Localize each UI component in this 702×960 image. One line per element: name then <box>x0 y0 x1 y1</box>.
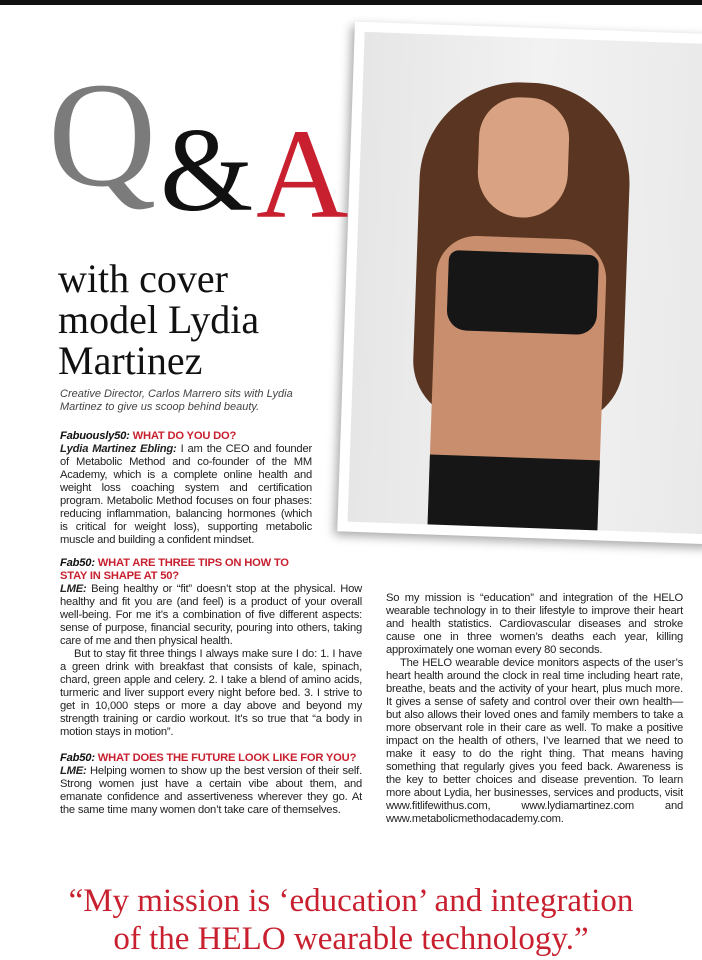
title-a-letter: A <box>256 103 349 245</box>
title-line: with cover <box>58 256 228 301</box>
pull-quote <box>0 882 702 958</box>
title-line: model Lydia <box>58 297 260 342</box>
asker: Fabuously50: <box>60 430 130 442</box>
answer-text: Helping women to show up the best version of their self. Strong women just have a certain vibe about them, and emanate confidence and assertiveness wherever they go. At the same time many women don’t take care of themselves. <box>60 765 362 816</box>
right-column <box>386 592 683 826</box>
answer <box>60 765 362 817</box>
question <box>60 430 312 443</box>
question <box>60 557 310 583</box>
pull-quote-line: “My mission is ‘education’ and integration <box>68 883 634 919</box>
asker: Fab50: <box>60 557 95 569</box>
answer-text: I am the CEO and founder of Metabolic Method and co-founder of the MM Academy, which is a complete online health and weight loss coaching system and certification program. Metabolic Method focuses on four phases: reducing inflammation, balancing hormones (which is critical for weight loss), supporting metabolic muscle and building a confident mindset. <box>60 443 312 546</box>
title-ampersand: & <box>160 103 254 236</box>
asker: Fab50: <box>60 752 95 764</box>
pull-quote-line: of the HELO wearable technology.” <box>113 921 589 957</box>
title-line: Martinez <box>58 338 203 383</box>
paragraph: The HELO wearable device monitors aspects of the user’s heart health around the clock in real time including heart rate, breathe, beats and the activity of your heart, plus much more. It gives a sense of safety and control over their own health—but also allows their loved ones and family members to take a more observant role in their care as well. To make a positive impact on the health of others, I’ve learned that we need to make it easy to do the right thing. That means having something that regularly gives you feed back. Awareness is the key to better choices and disease prevention. To learn more about Lydia, her businesses, services and products, visit www.fitlifewithus.com, www.lydiamartinez.com and www.metabolicmethodacademy.com. <box>386 657 683 825</box>
qa-block-1 <box>60 430 312 547</box>
answerer: LME: <box>60 765 87 777</box>
answer <box>60 443 312 547</box>
answerer: LME: <box>60 583 87 595</box>
question-text: WHAT DO YOU DO? <box>132 430 237 442</box>
caption: Creative Director, Carlos Marrero sits with Lydia Martinez to give us scoop behind beauty. <box>60 388 293 413</box>
cover-model-photo <box>337 22 702 545</box>
article-title <box>58 258 348 381</box>
paragraph: So my mission is “education” and integration of the HELO wearable technology in to their lifestyle to improve their heart and health statistics. Cardiovascular diseases and stroke cause one in three women’s deaths each year, killing approximately one woman every 80 seconds. <box>386 592 683 656</box>
qa-block-2 <box>60 557 362 817</box>
answerer: Lydia Martinez Ebling: <box>60 443 177 455</box>
title-q-letter: Q <box>48 52 157 218</box>
answer-paragraph: But to stay fit three things I always make sure I do: 1. I have a green drink with breakfast that consists of kale, spinach, chard, green apple and celery. 2. I take a blend of amino acids, turmeric and liver support every night before bed. 3. I strive to get in 10,000 steps or more a day above and beyond my strength training or cardio workout. It’s so true that “a body in motion stays in motion”. <box>60 648 362 738</box>
top-bar <box>0 0 702 5</box>
question <box>60 752 362 765</box>
question-text: WHAT DOES THE FUTURE LOOK LIKE FOR YOU? <box>97 752 357 764</box>
answer <box>60 583 362 648</box>
answer-text: Being healthy or “fit” doesn’t stop at the physical. How healthy and fit you are (and feel) is a product of your overall well-being. For me it’s a combination of five different aspects: sense of purpose, financial security, pouring into others, taking care of me and then physical health. <box>60 583 362 647</box>
question-text: WHAT ARE THREE TIPS ON HOW TO STAY IN SHAPE AT 50? <box>60 557 289 582</box>
left-column <box>60 388 362 817</box>
